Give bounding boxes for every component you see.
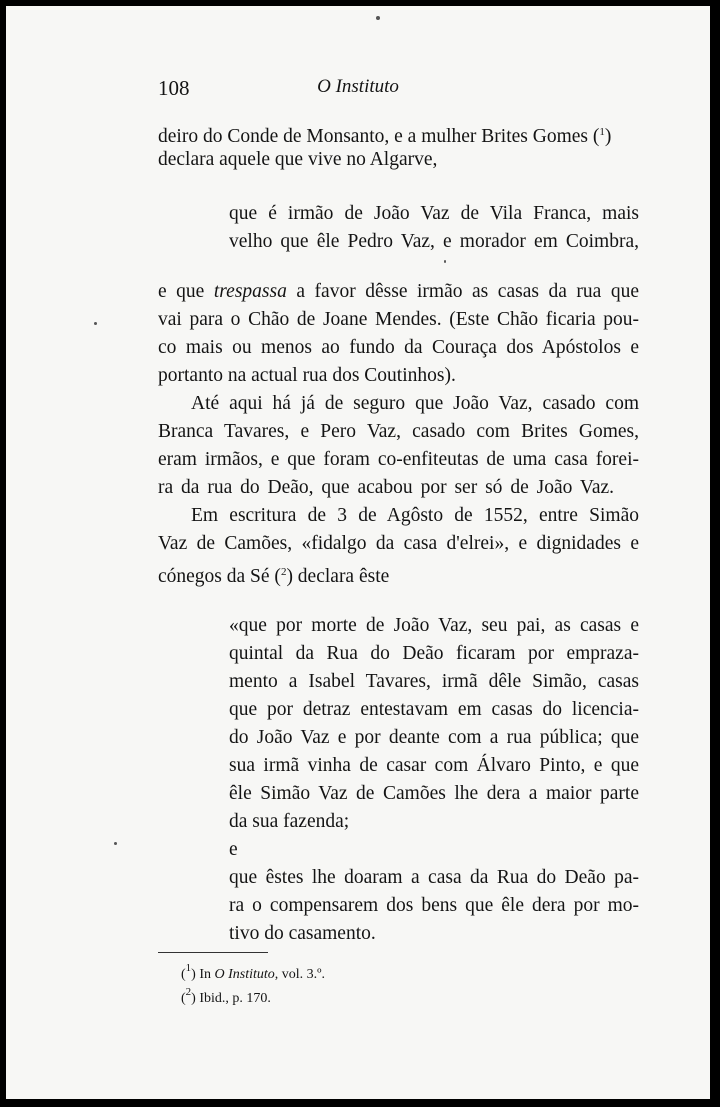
quote-line: que êstes lhe doaram a casa da Rua do Deão pa- bbox=[229, 867, 639, 888]
quote-line: que por detraz entestavam em casas do licencia- bbox=[229, 699, 639, 720]
quote-line: que é irmão de João Vaz de Vila Franca, mais bbox=[229, 203, 639, 224]
text-line: ra da rua do Deão, que acabou por ser só de João Vaz. bbox=[158, 477, 614, 498]
scan-speck bbox=[94, 322, 97, 325]
quote-line: velho que êle Pedro Vaz, e morador em Coimbra, bbox=[229, 231, 639, 252]
running-title: O Instituto bbox=[317, 76, 399, 97]
text-line: declara aquele que vive no Algarve, bbox=[158, 149, 438, 170]
page-header bbox=[6, 76, 710, 106]
quote-line: tivo do casamento. bbox=[229, 923, 376, 944]
text-line: cónegos da Sé ($^2$) declara êste bbox=[158, 566, 390, 587]
text-line: portanto na actual rua dos Coutinhos). bbox=[158, 365, 456, 386]
quote-line: êle Simão Vaz de Camões lhe dera a maior parte bbox=[229, 783, 639, 804]
quote-line: do João Vaz e por deante com a rua pública; que bbox=[229, 727, 639, 748]
scan-speck bbox=[376, 16, 380, 20]
scan-speck bbox=[444, 260, 446, 263]
text-line: Branca Tavares, e Pero Vaz, casado com Brites Gomes, bbox=[158, 421, 639, 442]
text-line: Em escritura de 3 de Agôsto de 1552, entre Simão bbox=[191, 505, 639, 526]
footnote-divider bbox=[158, 952, 268, 953]
scan-speck bbox=[114, 842, 117, 845]
quote-line: da sua fazenda; bbox=[229, 811, 350, 832]
quote-line: sua irmã vinha de casar com Álvaro Pinto, e que bbox=[229, 755, 639, 776]
text-line: vai para o Chão de Joane Mendes. (Este Chão ficaria pou- bbox=[158, 309, 639, 330]
text-line: Até aqui há já de seguro que João Vaz, casado com bbox=[191, 393, 639, 414]
quote-line: quintal da Rua do Deão ficaram por emprаza- bbox=[229, 643, 639, 664]
quote-line: «que por morte de João Vaz, seu pai, as casas e bbox=[229, 615, 639, 636]
text-line: Vaz de Camões, «fidalgo da casa d'elrei», e dignidades e bbox=[158, 533, 639, 554]
text-line: eram irmãos, e que foram co-enfiteutas de uma casa forei- bbox=[158, 449, 639, 470]
text-line: deiro do Conde de Monsanto, e a mulher Brites Gomes ($^1$) bbox=[158, 126, 612, 147]
quote-line: e bbox=[229, 839, 238, 860]
page-number: 108 bbox=[158, 76, 190, 100]
quote-line: mento a Isabel Tavares, irmã dêle Simão, casas bbox=[229, 671, 639, 692]
book-page bbox=[6, 6, 710, 1099]
text-line: co mais ou menos ao fundo da Couraça dos Apóstolos e bbox=[158, 337, 639, 358]
footnote-2: ($^2$) Ibid., p. 170. bbox=[181, 986, 271, 1006]
quote-line: ra o compensarem dos bens que êle dera por mo- bbox=[229, 895, 639, 916]
emphasis: trespassa bbox=[213, 281, 287, 302]
footnote-ref: 1 bbox=[599, 126, 605, 138]
footnote-ref: 2 bbox=[280, 566, 287, 578]
text-line: e que trespassa a favor dêsse irmão as casas da rua que bbox=[158, 281, 639, 302]
footnote-1: ($^1$) In O Instituto, vol. 3.º. bbox=[181, 962, 326, 982]
